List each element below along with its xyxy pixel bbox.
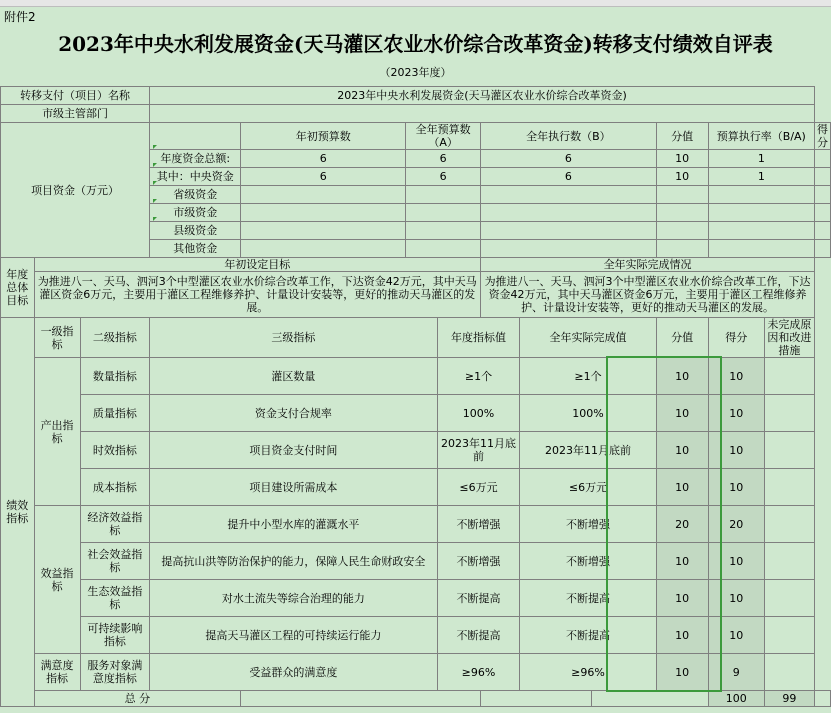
group-output-label[interactable]: 产出指标	[34, 358, 80, 506]
indicator-target[interactable]: ≤6万元	[437, 469, 520, 506]
indicator-header-target[interactable]: 年度指标值	[437, 318, 520, 358]
total-blank[interactable]	[815, 691, 831, 707]
goal-actual-text[interactable]: 为推进八一、天马、泗河3个中型灌区农业水价综合改革工作，下达资金42万元，其中天马灌区资金6万元，主要用于灌区工程维修养护、计量设计安装等，更好的推动天马灌区的发展。	[481, 272, 815, 318]
funds-row-executed[interactable]	[481, 186, 656, 204]
indicator-score-value[interactable]: 20	[656, 506, 708, 543]
indicator-actual[interactable]: 不断提高	[520, 580, 656, 617]
indicator-actual[interactable]: 不断增强	[520, 543, 656, 580]
indicator-score-value[interactable]: 10	[656, 395, 708, 432]
indicator-reason[interactable]	[764, 469, 814, 506]
cell-comment-marker	[153, 199, 157, 203]
indicator-header-reason[interactable]: 未完成原因和改进措施	[764, 318, 814, 358]
indicator-level3[interactable]: 资金支付合规率	[150, 395, 437, 432]
indicator-score[interactable]: 10	[708, 395, 764, 432]
funds-row-name[interactable]: 其他资金	[150, 240, 241, 258]
funds-row-annual[interactable]: 6	[406, 168, 481, 186]
indicator-reason[interactable]	[764, 395, 814, 432]
funds-row-executed[interactable]	[481, 204, 656, 222]
indicator-actual[interactable]: 2023年11月底前	[520, 432, 656, 469]
dept-value[interactable]	[150, 105, 815, 123]
dept-label[interactable]: 市级主管部门	[1, 105, 150, 123]
evaluation-table	[0, 86, 831, 707]
indicator-target[interactable]: ≥1个	[437, 358, 520, 395]
funds-row-start[interactable]: 6	[241, 150, 406, 168]
funds-row-annual[interactable]: 6	[406, 150, 481, 168]
indicator-reason[interactable]	[764, 580, 814, 617]
indicator-level2[interactable]: 生态效益指标	[80, 580, 149, 617]
indicator-header-score[interactable]: 得分	[708, 318, 764, 358]
indicator-actual[interactable]: ≤6万元	[520, 469, 656, 506]
total-blank[interactable]	[241, 691, 481, 707]
year-note: （2023年度）	[379, 66, 452, 79]
indicator-score-value[interactable]: 10	[656, 580, 708, 617]
indicator-header-score-value[interactable]: 分值	[656, 318, 708, 358]
indicator-target[interactable]: 不断增强	[437, 543, 520, 580]
indicator-reason[interactable]	[764, 506, 814, 543]
indicator-actual[interactable]: 不断增强	[520, 506, 656, 543]
indicator-target[interactable]: 不断增强	[437, 506, 520, 543]
cell-comment-marker	[153, 181, 157, 185]
indicator-level3[interactable]: 受益群众的满意度	[150, 654, 437, 691]
funds-row-rate[interactable]: 1	[708, 150, 814, 168]
indicator-actual[interactable]: 不断提高	[520, 617, 656, 654]
funds-row-score-value[interactable]: 10	[656, 150, 708, 168]
indicator-level3[interactable]: 对水土流失等综合治理的能力	[150, 580, 437, 617]
cell-comment-marker	[153, 163, 157, 167]
indicator-level3[interactable]: 项目资金支付时间	[150, 432, 437, 469]
total-score[interactable]: 99	[764, 691, 814, 707]
funds-row-annual[interactable]	[406, 240, 481, 258]
indicator-target[interactable]: ≥96%	[437, 654, 520, 691]
indicator-target[interactable]: 不断提高	[437, 617, 520, 654]
goal-set-header[interactable]: 年初设定目标	[34, 258, 481, 272]
indicator-level2[interactable]: 经济效益指标	[80, 506, 149, 543]
funds-header-score-value[interactable]: 分值	[656, 123, 708, 150]
funds-row-rate[interactable]	[708, 204, 814, 222]
funds-header-exec-rate[interactable]: 预算执行率（B/A)	[708, 123, 814, 150]
indicator-level2[interactable]: 服务对象满意度指标	[80, 654, 149, 691]
funds-row-score[interactable]	[815, 150, 831, 168]
group-satisfaction-label[interactable]: 满意度指标	[34, 654, 80, 691]
indicator-score[interactable]: 10	[708, 543, 764, 580]
page-title: 2023年中央水利发展资金(天马灌区农业水价综合改革资金)转移支付绩效自评表	[58, 32, 773, 56]
funds-row-score[interactable]	[815, 204, 831, 222]
funds-header-blank[interactable]	[150, 123, 241, 150]
indicator-level3[interactable]: 项目建设所需成本	[150, 469, 437, 506]
funds-row-executed[interactable]: 6	[481, 168, 656, 186]
funds-row-name[interactable]: 年度资金总额:	[150, 150, 241, 168]
indicators-section-label[interactable]: 绩效指标	[1, 318, 35, 707]
indicator-header-level2[interactable]: 二级指标	[80, 318, 149, 358]
funds-header-score[interactable]: 得分	[815, 123, 831, 150]
indicator-score[interactable]: 10	[708, 469, 764, 506]
cell-comment-marker	[153, 217, 157, 221]
funds-row-rate[interactable]: 1	[708, 168, 814, 186]
indicator-reason[interactable]	[764, 432, 814, 469]
indicator-score-value[interactable]: 10	[656, 469, 708, 506]
indicator-level3[interactable]: 提升中小型水库的灌溉水平	[150, 506, 437, 543]
funds-row-start[interactable]: 6	[241, 168, 406, 186]
funds-row-annual[interactable]	[406, 204, 481, 222]
indicator-score[interactable]: 10	[708, 358, 764, 395]
indicator-header-actual[interactable]: 全年实际完成值	[520, 318, 656, 358]
funds-row-score-value[interactable]	[656, 222, 708, 240]
indicator-score[interactable]: 9	[708, 654, 764, 691]
goal-label[interactable]: 年度总体目标	[1, 258, 35, 318]
funds-row-start[interactable]	[241, 222, 406, 240]
indicator-score[interactable]: 10	[708, 432, 764, 469]
goal-set-text[interactable]: 为推进八一、天马、泗河3个中型灌区农业水价综合改革工作，下达资金42万元，其中天马灌区资金6万元，主要用于灌区工程维修养护、计量设计安装等，更好的推动天马灌区的发展。	[34, 272, 481, 318]
funds-row-score[interactable]	[815, 240, 831, 258]
funds-row-rate[interactable]	[708, 240, 814, 258]
funds-row-name[interactable]: 县级资金	[150, 222, 241, 240]
indicator-reason[interactable]	[764, 617, 814, 654]
indicator-score-value[interactable]: 10	[656, 543, 708, 580]
funds-row-start[interactable]	[241, 204, 406, 222]
indicator-target[interactable]: 不断提高	[437, 580, 520, 617]
funds-header-start[interactable]: 年初预算数	[241, 123, 406, 150]
funds-row-start[interactable]	[241, 186, 406, 204]
total-label[interactable]: 总 分	[34, 691, 241, 707]
funds-row-rate[interactable]	[708, 186, 814, 204]
indicator-level3[interactable]: 提高天马灌区工程的可持续运行能力	[150, 617, 437, 654]
funds-row-executed[interactable]: 6	[481, 150, 656, 168]
funds-row-score-value[interactable]	[656, 204, 708, 222]
indicator-reason[interactable]	[764, 654, 814, 691]
total-blank[interactable]	[591, 691, 708, 707]
funds-row-score-value[interactable]	[656, 240, 708, 258]
funds-row-score[interactable]	[815, 222, 831, 240]
indicator-reason[interactable]	[764, 358, 814, 395]
funds-row-rate[interactable]	[708, 222, 814, 240]
indicator-score-value[interactable]: 10	[656, 654, 708, 691]
indicator-actual[interactable]: ≥1个	[520, 358, 656, 395]
total-score-value[interactable]: 100	[708, 691, 764, 707]
funds-row-annual[interactable]	[406, 186, 481, 204]
indicator-header-level1[interactable]: 一级指标	[34, 318, 80, 358]
indicator-score[interactable]: 10	[708, 617, 764, 654]
total-blank[interactable]	[481, 691, 592, 707]
indicator-target[interactable]: 100%	[437, 395, 520, 432]
funds-row-score-value[interactable]: 10	[656, 168, 708, 186]
funds-header-executed[interactable]: 全年执行数（B）	[481, 123, 656, 150]
funds-row-executed[interactable]	[481, 222, 656, 240]
indicator-level2[interactable]: 社会效益指标	[80, 543, 149, 580]
indicator-actual[interactable]: 100%	[520, 395, 656, 432]
indicator-score-value[interactable]: 10	[656, 617, 708, 654]
funds-row-name[interactable]: 市级资金	[150, 204, 241, 222]
funds-row-score-value[interactable]	[656, 186, 708, 204]
funds-row-score[interactable]	[815, 186, 831, 204]
indicator-score[interactable]: 20	[708, 506, 764, 543]
indicator-reason[interactable]	[764, 543, 814, 580]
funds-row-executed[interactable]	[481, 240, 656, 258]
indicator-level2[interactable]: 质量指标	[80, 395, 149, 432]
project-name-value[interactable]: 2023年中央水利发展资金(天马灌区农业水价综合改革资金)	[150, 87, 815, 105]
funds-row-annual[interactable]	[406, 222, 481, 240]
attachment-label: 附件2	[4, 10, 36, 24]
group-benefit-label[interactable]: 效益指标	[34, 506, 80, 654]
funds-row-score[interactable]	[815, 168, 831, 186]
indicator-level2[interactable]: 可持续影响指标	[80, 617, 149, 654]
funds-label[interactable]: 项目资金（万元）	[1, 123, 150, 258]
indicator-actual[interactable]: ≥96%	[520, 654, 656, 691]
funds-row-name[interactable]: 省级资金	[150, 186, 241, 204]
indicator-level2[interactable]: 时效指标	[80, 432, 149, 469]
indicator-level2[interactable]: 成本指标	[80, 469, 149, 506]
indicator-level3[interactable]: 提高抗山洪等防治保护的能力，保障人民生命财政安全	[150, 543, 437, 580]
column-header-strip	[0, 0, 831, 7]
funds-row-name[interactable]: 其中：中央资金	[150, 168, 241, 186]
project-name-label[interactable]: 转移支付（项目）名称	[1, 87, 150, 105]
goal-actual-header[interactable]: 全年实际完成情况	[481, 258, 815, 272]
funds-row-start[interactable]	[241, 240, 406, 258]
funds-header-annual[interactable]: 全年预算数（A）	[406, 123, 481, 150]
indicator-target[interactable]: 2023年11月底前	[437, 432, 520, 469]
indicator-score-value[interactable]: 10	[656, 358, 708, 395]
indicator-header-level3[interactable]: 三级指标	[150, 318, 437, 358]
indicator-score-value[interactable]: 10	[656, 432, 708, 469]
indicator-score[interactable]: 10	[708, 580, 764, 617]
indicator-level3[interactable]: 灌区数量	[150, 358, 437, 395]
cell-comment-marker	[153, 145, 157, 149]
indicator-level2[interactable]: 数量指标	[80, 358, 149, 395]
